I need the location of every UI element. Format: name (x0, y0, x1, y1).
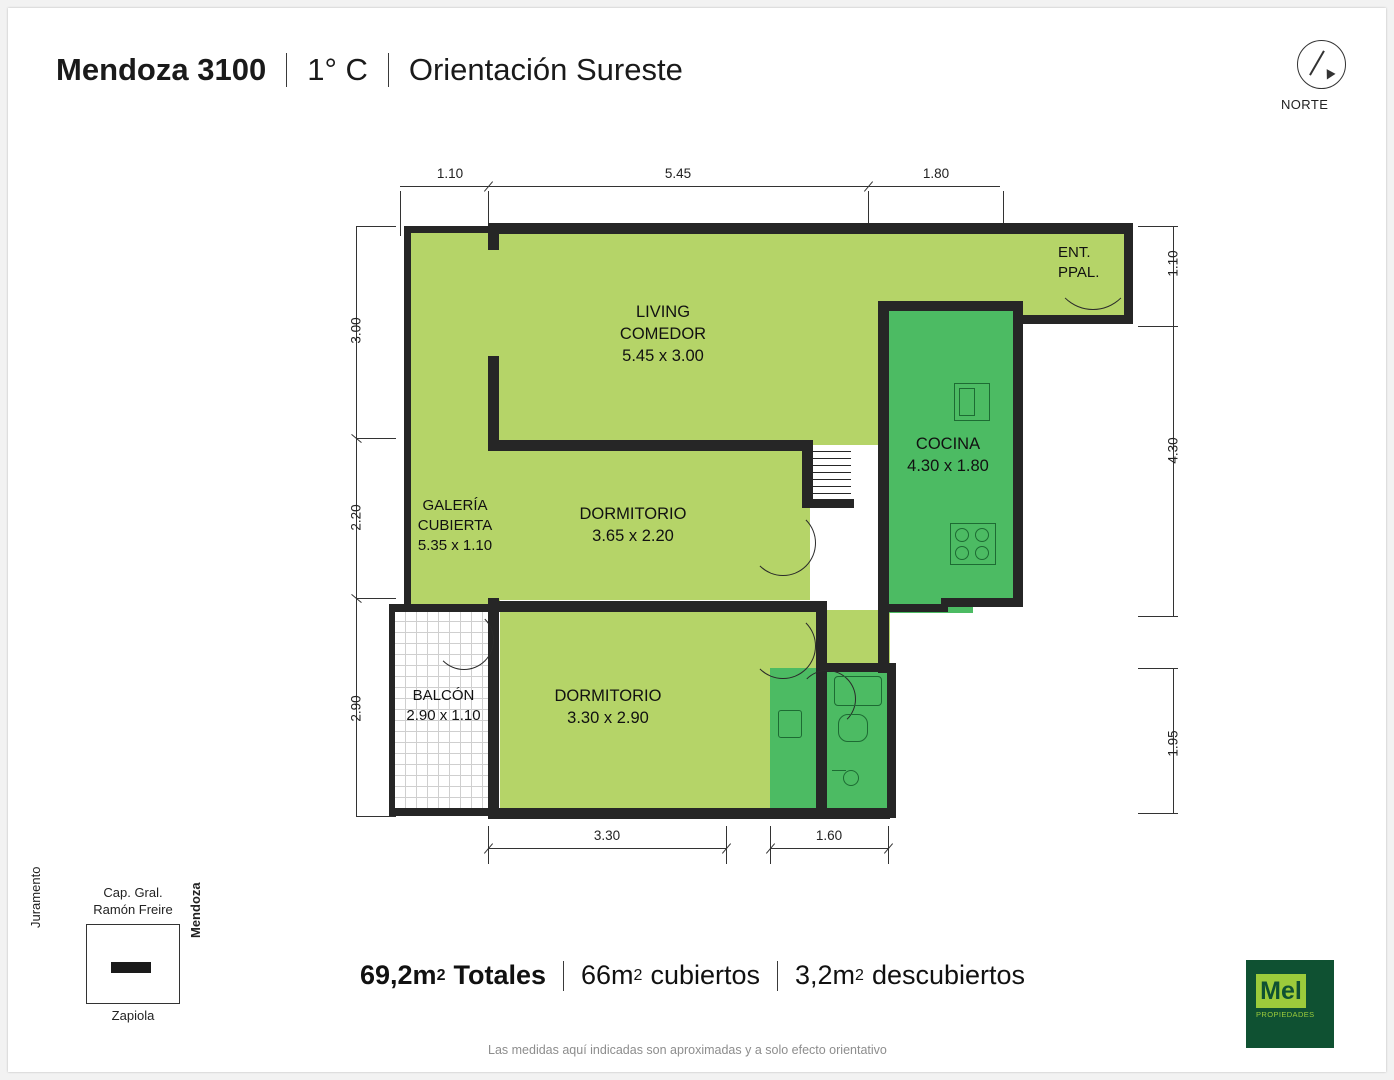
label-dorm2-dims: 3.30 x 2.90 (567, 709, 649, 727)
location-street-left: Juramento (28, 866, 43, 928)
dim-left-2: 2.20 (348, 504, 364, 531)
bath-shower-icon (843, 770, 859, 786)
disclaimer-text: Las medidas aquí indicadas son aproximadas y a solo efecto orientativo (488, 1043, 887, 1057)
north-compass (1281, 40, 1361, 112)
label-cocina-line1: COCINA (915, 435, 981, 453)
bath-shower-arm (832, 770, 846, 771)
label-dorm1-line1: DORMITORIO (579, 505, 687, 523)
dim-left-3: 2.90 (348, 695, 364, 722)
location-mini-map (86, 924, 180, 1004)
area-divider-2 (777, 961, 778, 991)
area-uncovered-value: 3,2m (795, 960, 856, 990)
wall-bottom (488, 808, 890, 819)
floorplan-drawing (338, 158, 1198, 878)
wall-living-dorm1 (488, 440, 813, 451)
label-balcon-dims: 2.90 x 1.10 (406, 707, 481, 724)
location-block-marker (111, 962, 151, 973)
wall-cocina-bottom2 (878, 604, 948, 612)
label-cocina (858, 433, 1038, 477)
bath-sink-icon (778, 710, 802, 738)
label-galeria-line2: CUBIERTA (417, 517, 493, 534)
door-arc-dorm1 (750, 510, 816, 576)
label-entrance (1058, 243, 1168, 283)
label-dorm1 (533, 503, 733, 547)
label-balcon (366, 686, 521, 726)
wall-dorm1-dorm2 (488, 601, 826, 612)
title-orientation: Orientación Sureste (408, 52, 683, 87)
dim-bottom-1: 3.30 (593, 828, 621, 843)
wall-cocina-bottom (941, 598, 1023, 607)
label-dorm1-dims: 3.65 x 2.20 (592, 527, 674, 545)
dim-right-3: 1.95 (1165, 730, 1181, 757)
logo-name: Mel (1256, 974, 1306, 1008)
label-living (573, 301, 753, 367)
location-street-bottom: Zapiola (111, 1008, 155, 1023)
area-uncovered-label: descubiertos (871, 960, 1026, 990)
dim-top-2: 5.45 (664, 166, 692, 181)
label-cocina-dims: 4.30 x 1.80 (907, 457, 989, 475)
bath-toilet-icon (838, 714, 868, 742)
label-entrance-line1: ENT. (1058, 244, 1091, 261)
label-living-line1: LIVING (635, 303, 691, 321)
area-total-sup: 2 (436, 966, 446, 984)
wall-bano-right (887, 663, 896, 818)
wall-dorm1-right (802, 440, 813, 500)
wall-closet-bottom (802, 499, 854, 508)
kitchen-sink-basin (959, 388, 975, 416)
title-divider-1 (286, 53, 287, 87)
dim-left-1: 3.00 (348, 317, 364, 344)
logo-subtitle: PROPIEDADES (1256, 1010, 1315, 1019)
wall-dorm2-right (816, 601, 827, 671)
page-title (56, 52, 683, 88)
wall-cocina-top (878, 301, 1023, 311)
dim-top-1: 1.10 (436, 166, 464, 181)
area-covered-value: 66m (581, 960, 634, 990)
area-total-value: 69,2m (360, 960, 437, 990)
dim-right-1: 1.10 (1165, 250, 1181, 277)
wall-left-stub (404, 226, 492, 233)
dim-top-3: 1.80 (922, 166, 950, 181)
area-uncovered-sup: 2 (855, 966, 864, 984)
location-street-top-l2: Ramón Freire (93, 902, 173, 917)
closet-hatch (813, 451, 851, 499)
title-address: Mendoza 3100 (56, 52, 267, 87)
dim-right-2: 4.30 (1165, 437, 1181, 464)
company-logo (1246, 960, 1334, 1048)
wall-right-ext2 (1023, 315, 1133, 324)
label-dorm2 (508, 685, 708, 729)
wall-balcon-top (394, 604, 499, 612)
wall-balcon-bottom (389, 808, 499, 816)
wall-galeria-div2 (488, 356, 499, 446)
dim-bottom-2: 1.60 (815, 828, 843, 843)
title-divider-2 (388, 53, 389, 87)
area-covered-label: cubiertos (650, 960, 760, 990)
location-street-top-l1: Cap. Gral. (103, 885, 163, 900)
compass-label: NORTE (1281, 97, 1329, 112)
area-divider-1 (563, 961, 564, 991)
door-arc-balcon (434, 610, 494, 670)
area-summary (360, 960, 1025, 991)
label-living-line2: COMEDOR (619, 325, 707, 343)
floorplan-page (8, 8, 1386, 1072)
wall-galeria-div (488, 230, 499, 250)
label-galeria (370, 496, 540, 556)
door-arc-dorm2 (750, 613, 816, 679)
label-entrance-line2: PPAL. (1058, 264, 1100, 281)
label-living-dims: 5.45 x 3.00 (622, 347, 704, 365)
location-street-right: Mendoza (188, 882, 203, 938)
wall-top (488, 223, 1133, 234)
bath-tub-icon (834, 676, 882, 706)
area-covered-sup: 2 (633, 966, 643, 984)
location-street-top (78, 884, 188, 918)
label-dorm2-line1: DORMITORIO (554, 687, 662, 705)
label-balcon-line1: BALCÓN (412, 687, 475, 704)
label-galeria-dims: 5.35 x 1.10 (417, 537, 493, 554)
north-arrow-icon (1297, 40, 1346, 89)
title-unit: 1° C (307, 52, 368, 87)
label-galeria-line1: GALERÍA (422, 497, 488, 514)
area-total-label: Totales (453, 960, 546, 990)
